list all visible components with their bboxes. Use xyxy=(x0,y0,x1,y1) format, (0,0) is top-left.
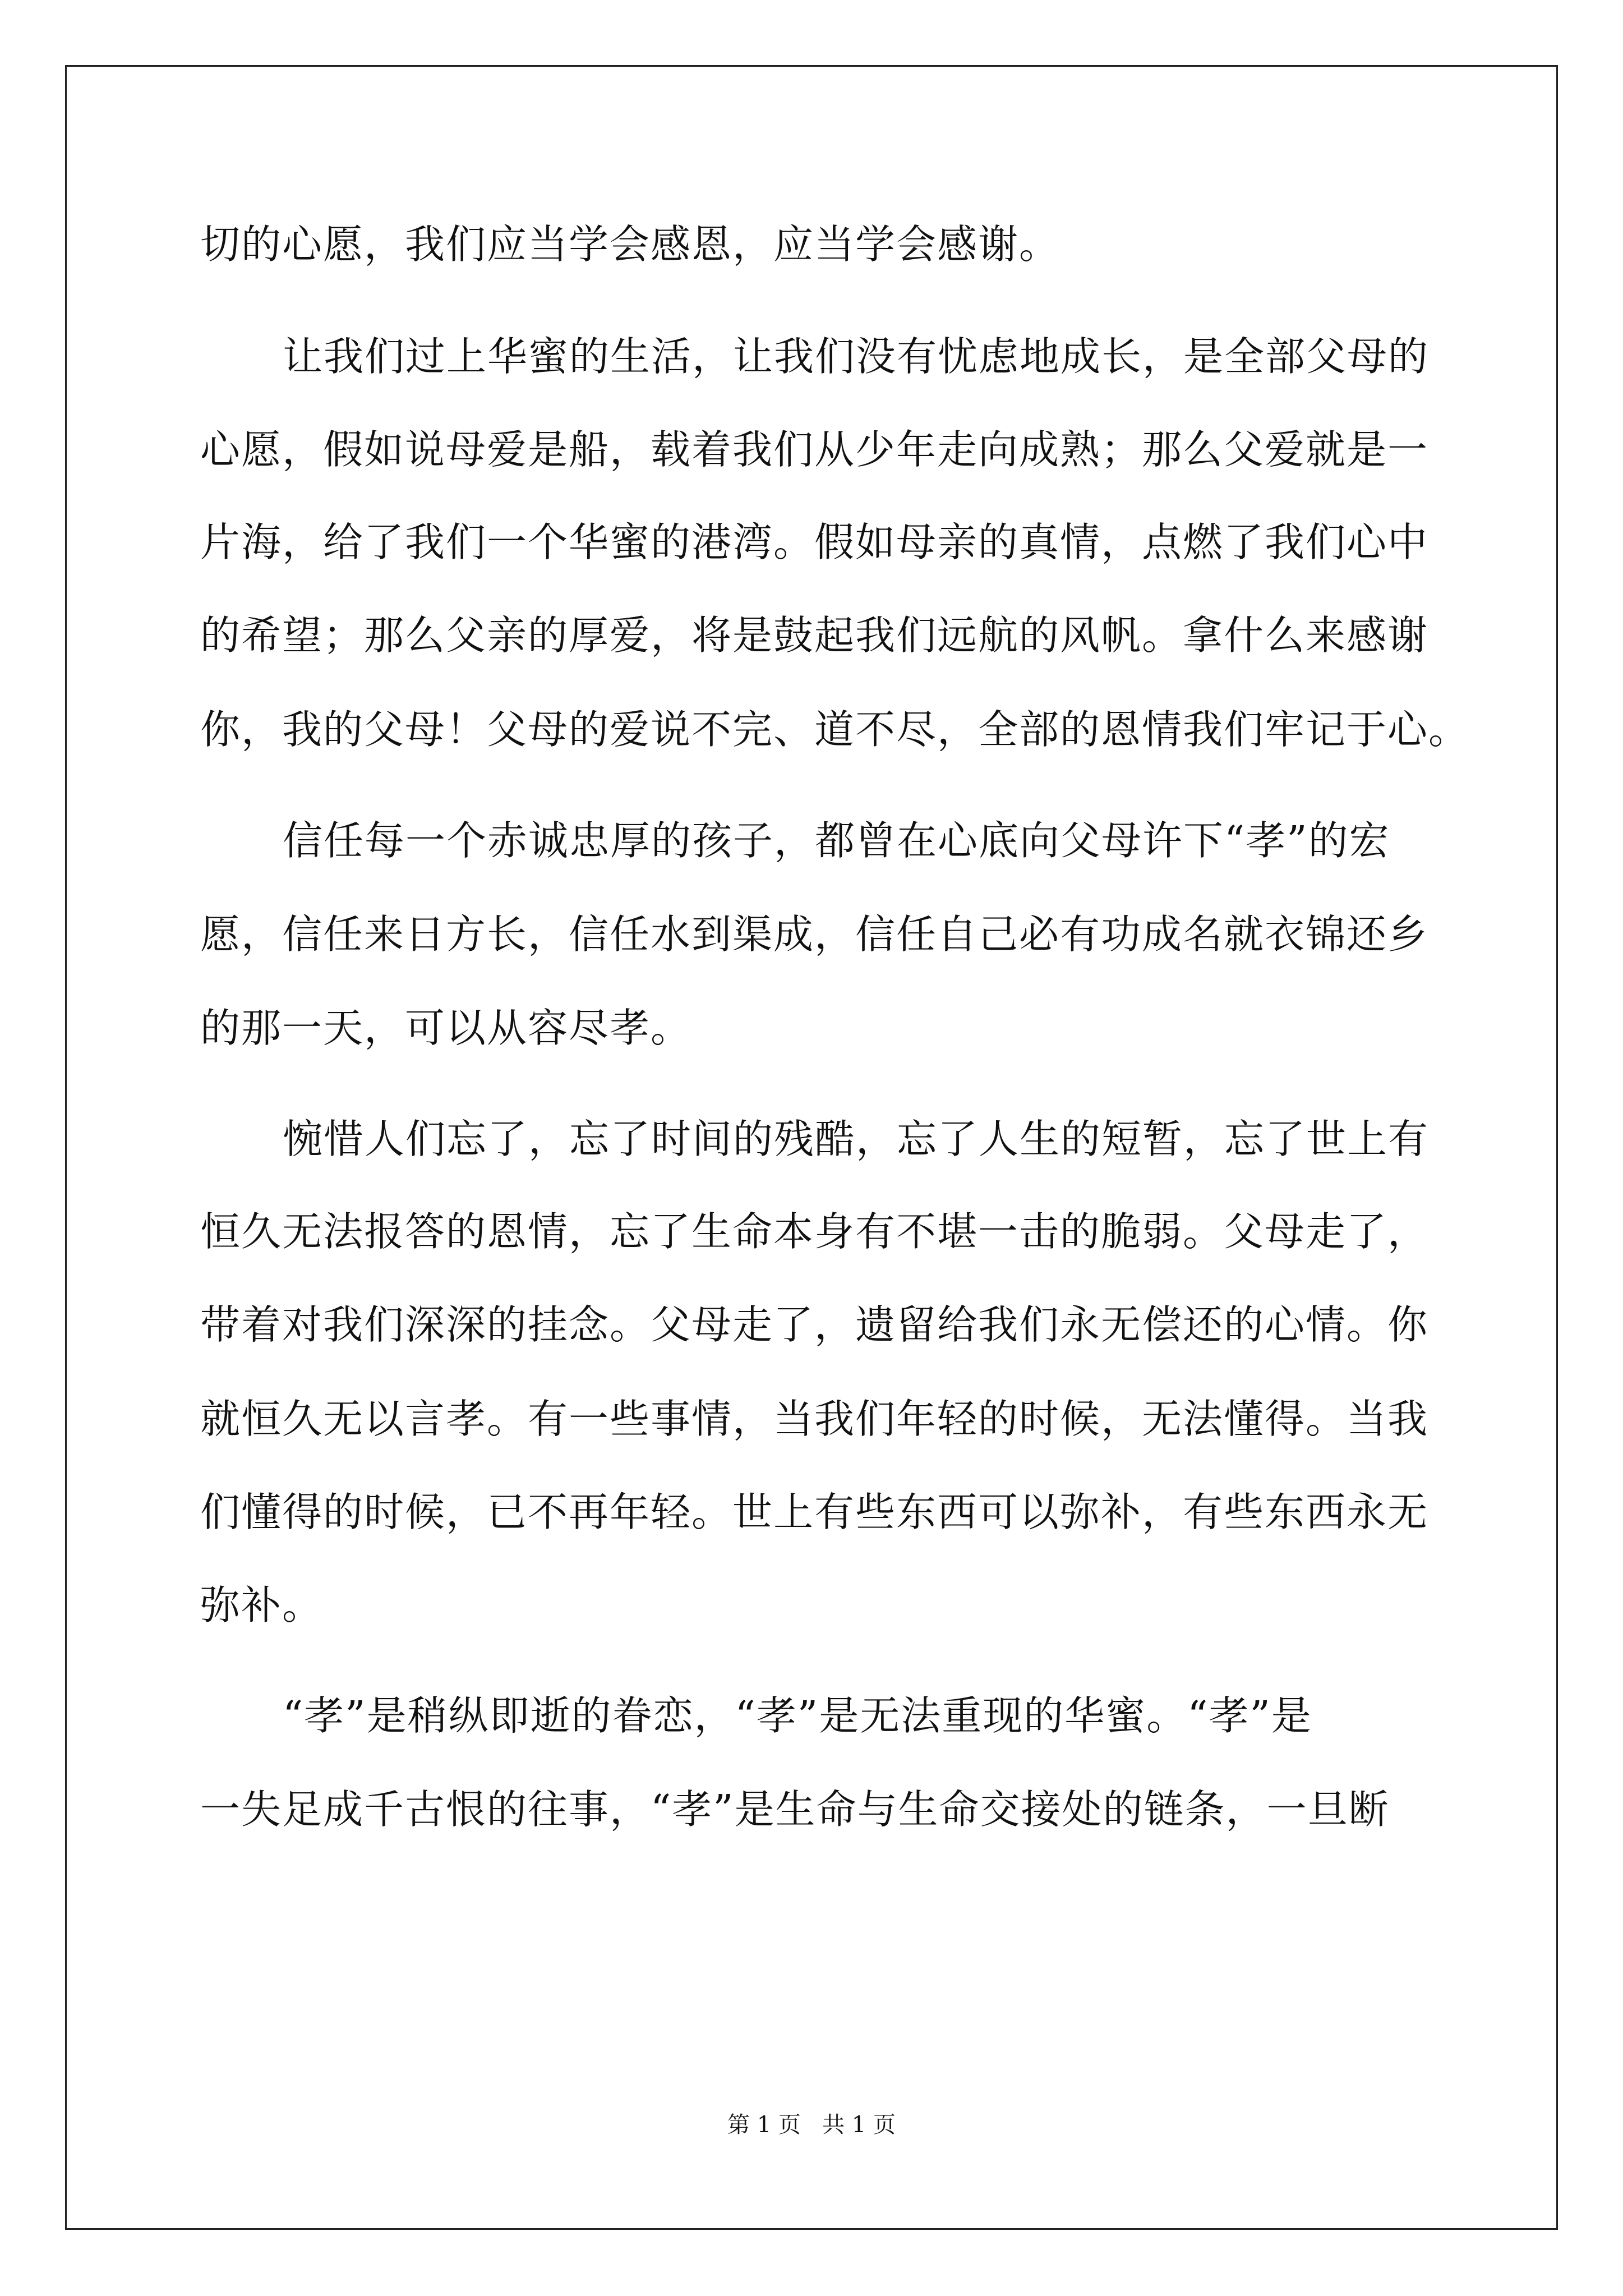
text-line: 切的心愿，我们应当学会感恩，应当学会感谢。 xyxy=(200,221,1061,268)
text-line: 让我们过上华蜜的生活，让我们没有忧虑地成长，是全部父母的 xyxy=(283,333,1430,380)
text-line: 弥补。 xyxy=(200,1582,324,1628)
text-line: 愿，信任来日方长，信任水到渠成，信任自己必有功成名就衣锦还乡 xyxy=(200,911,1429,958)
text-line: 你，我的父母！父母的爱说不完、道不尽，全部的恩情我们牢记于心。 xyxy=(200,706,1470,753)
text-line: 心愿，假如说母爱是船，载着我们从少年走向成熟；那么父爱就是一 xyxy=(200,426,1429,473)
text-line: 带着对我们深深的挂念。父母走了，遗留给我们永无偿还的心情。你 xyxy=(200,1301,1429,1348)
text-line: 们懂得的时候，已不再年轻。世上有些东西可以弥补，有些东西永无 xyxy=(200,1489,1429,1535)
text-line: 的希望；那么父亲的厚爱，将是鼓起我们远航的风帆。拿什么来感谢 xyxy=(200,612,1429,659)
text-line: “孝”是稍纵即逝的眷恋，“孝”是无法重现的华蜜。“孝”是 xyxy=(283,1692,1312,1739)
page-footer: 第 1 页 共 1 页 xyxy=(727,2112,896,2138)
text-line: 一失足成千古恨的往事，“孝”是生命与生命交接处的链条，一旦断 xyxy=(200,1786,1390,1833)
text-line: 惋惜人们忘了，忘了时间的残酷，忘了人生的短暂，忘了世上有 xyxy=(283,1116,1430,1162)
text-line: 的那一天，可以从容尽孝。 xyxy=(200,1005,692,1051)
text-line: 恒久无法报答的恩情，忘了生命本身有不堪一击的脆弱。父母走了， xyxy=(200,1208,1429,1255)
text-line: 就恒久无以言孝。有一些事情，当我们年轻的时候，无法懂得。当我 xyxy=(200,1396,1429,1442)
text-line: 信任每一个赤诚忠厚的孩子，都曾在心底向父母许下“孝”的宏 xyxy=(283,817,1390,864)
text-line: 片海，给了我们一个华蜜的港湾。假如母亲的真情，点燃了我们心中 xyxy=(200,519,1429,565)
